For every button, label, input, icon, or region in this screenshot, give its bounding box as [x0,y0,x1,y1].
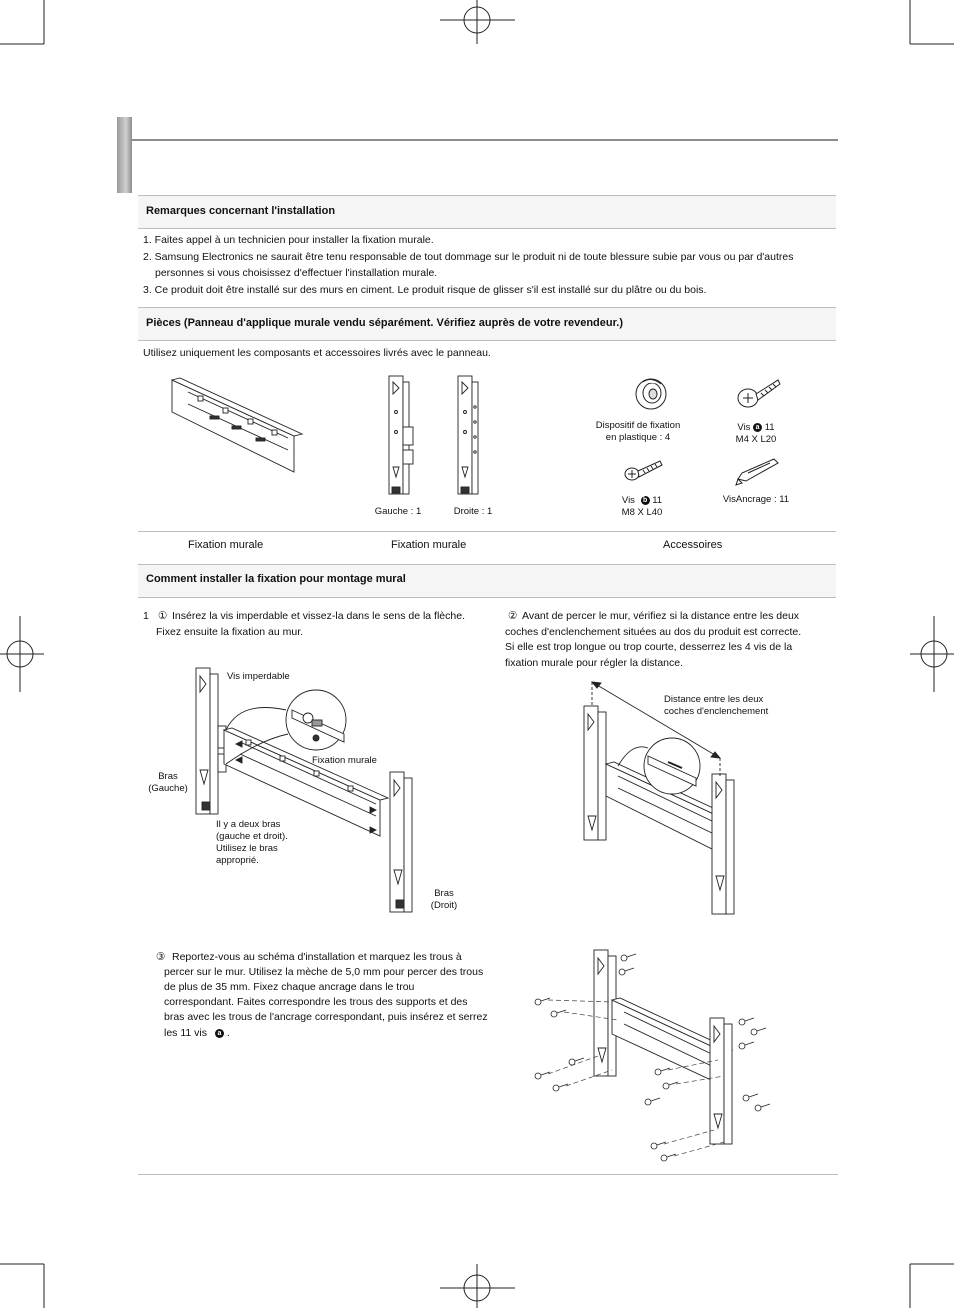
step-1-line-2: Fixez ensuite la fixation au mur. [156,626,304,638]
step-1-number: 1 [143,610,149,622]
plastic-fixture-label-2: en plastique : 4 [605,432,671,443]
step-3-line-3: de plus de 35 mm. Fixez chaque ancrage dans le trou [164,981,415,993]
header-accent-bar [117,117,132,193]
parts-intro: Utilisez uniquement les composants et accessoires livrés avec le panneau. [143,347,491,359]
screw-a-vis: Vis [737,422,751,433]
step-1-mark: ① [158,610,168,622]
screw-b-qty: 11 [652,495,663,506]
screw-a-label [716,422,796,434]
remarks-item-1: 1. Faites appel à un technicien pour installer la fixation murale. [143,234,434,246]
fig1-note-1: Il y a deux bras [216,819,281,830]
step-2-mark: ② [508,610,518,622]
parts-divider [138,531,836,532]
screw-group [535,954,770,1161]
arm-right-label: Droite : 1 [453,506,493,517]
section-title-install: Comment installer la fixation pour montage mural [146,573,406,585]
wall-plate-illustration [168,376,318,476]
step-3-line-4: correspondant. Faites correspondre les trous des supports et des [164,996,468,1008]
screw-b-icon [622,456,672,486]
fig1-note-2: (gauche et droit). [216,831,288,842]
header-rule [132,139,838,141]
anchor-icon [734,455,784,489]
screw-b-badge: b [641,496,650,505]
step-3-line-5: bras avec les trous de l'ancrage correspondant, puis insérez et serrez [164,1011,488,1023]
arm-left-label: Gauche : 1 [374,506,422,517]
screw-a-size: M4 X L20 [735,434,777,445]
fig1-note-4: approprié. [216,855,259,866]
arm-left-illustration [383,372,423,502]
col-caption-wall-plate: Fixation murale [188,539,264,551]
fig1-label-bras-droit-1: Bras [434,888,454,899]
step-3-last-text: les 11 vis [164,1027,207,1039]
step-2-line-2: coches d'enclenchement situées au dos du produit est correcte. [505,626,802,638]
screw-b-vis: Vis [621,495,635,506]
footer-rule [138,1174,838,1175]
fig1-label-bras-gauche-1: Bras [158,771,178,782]
screw-b-size: M8 X L40 [621,507,663,518]
step-2-line-1: Avant de percer le mur, vérifiez si la distance entre les deux [522,610,800,622]
fig2-label-distance-1: Distance entre les deux [664,694,764,705]
remarks-item-2: 2. Samsung Electronics ne saurait être tenu responsable de tout dommage sur le produit ni de toute blessure subie par vous ou par d'autres [143,251,794,263]
remarks-item-2-cont: personnes si vous choisissez d'effectuer l'installation murale. [155,267,438,279]
screw-a-icon [734,374,784,414]
step-3-mark: ③ [156,951,166,963]
fig1-label-bras-droit-2: (Droit) [430,900,458,911]
fig1-label-bras-gauche-2: (Gauche) [148,783,188,794]
fig2-label-distance-2: coches d'enclenchement [664,706,769,717]
section-title-remarks: Remarques concernant l'installation [146,205,336,217]
col-caption-accessories: Accessoires [663,539,723,551]
remarks-item-3: 3. Ce produit doit être installé sur des murs en ciment. Le produit risque de glisser s'il est installé sur du plâtre ou du bois. [143,284,707,296]
section-header-install [138,564,836,598]
section-header-parts [138,307,836,341]
screw-a-badge: a [753,423,762,432]
screw-b-label [602,495,682,507]
step-3-badge: a [215,1029,224,1038]
plastic-fixture-label-1: Dispositif de fixation [595,420,681,431]
plastic-fixture-icon [631,374,671,414]
fig1-label-vis-imperdable: Vis imperdable [227,671,290,682]
anchor-label: VisAncrage : 11 [722,494,790,505]
screw-a-qty: 11 [764,422,775,433]
figure-3-screws [528,940,778,1170]
step-2-line-3: Si elle est trop longue ou trop courte, desserrez les 4 vis de la [505,641,793,653]
section-title-parts: Pièces (Panneau d'applique murale vendu séparément. Vérifiez auprès de votre revendeur.) [146,317,624,329]
step-3-end: . [226,1027,230,1039]
arm-right-illustration [452,372,492,502]
step-3-line-1: Reportez-vous au schéma d'installation et marquez les trous à [172,951,462,963]
fig1-label-fixation-murale: Fixation murale [312,755,377,766]
col-caption-arms: Fixation murale [391,539,467,551]
step-3-line-2: percer sur le mur. Utilisez la mèche de 5,0 mm pour percer des trous [164,966,484,978]
section-header-remarks [138,195,836,229]
fig1-note-3: Utilisez le bras [216,843,278,854]
step-1-line-1: Insérez la vis imperdable et vissez-la dans le sens de la flèche. [172,610,465,622]
step-3-line-6 [164,1025,230,1042]
step-2-line-4: fixation murale pour régler la distance. [505,657,684,669]
